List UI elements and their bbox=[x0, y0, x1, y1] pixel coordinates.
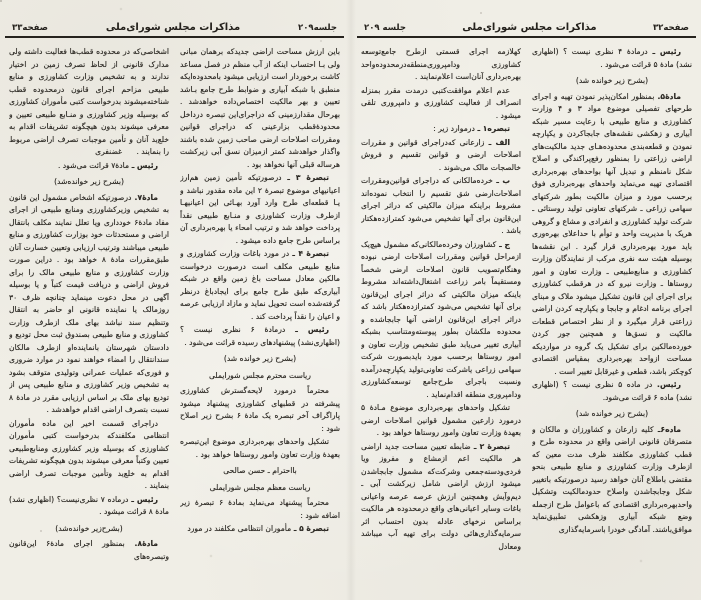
paragraph bbox=[532, 91, 692, 379]
paragraph-text: بمنظور امکان‌پذیر نمودن تهیه و اجرای طرحهای تفصیلی موضوع مواد ۳ و ۴ وزارت کشاورزی و منابع طبیعی با رعایت مسیر شبکه آبیاری و زهکشی نقشه‌های جابجاکردن و یکپارچه نمودن و قطعه‌بندی محدوده‌هـای جدید مالکیت‌های اراضی زراعتی را بمنظور رفع‌پراکندگی و اصلاح شکل نامنظم و تبدیل آنها بواحدهای بهره‌برداری اقتصادی تهیه می‌نماید واحدهای بهره‌برداری فوق برحسب مورد و میزان مالکیت بطور شرکتهای سهامی زراعی ـ شرکتهای تعاونی تولید روستائی ـ شرکت تولید کشاورزی و انفرادی و مشاع و گروهی هریک با مدیریت واحد و توأم با حداعلای بهره‌وری باید مورد بهره‌برداری قرار گیرد . این نقشه‌ها بوسیله هیئت سه نفری مرکب از نمایندگان وزارت کشاورزی و منابع‌طبیعی ـ وزارت تعاون و امور روستاها ـ وزارت نیرو که در هرقطب کشاورزی برای اجرای این قانون تشکیل میشود ملاک و مبنای اجرای برنامه ادغام و جابجا و یکپارچه کردن اراضی زراعتی قرار میگیرد و از نظر اختصاص قطعات مالکیت و نسق‌ها و همچنین جور کردن خورده‌مالکین برای تشکیل یک گروه در مواردیکه مساحت ازواحد بهره‌برداری بمقیاس اقتصادی کوچکتر باشد، قطعی و غیرقابل تغییر است . bbox=[532, 91, 692, 376]
page-32 bbox=[352, 0, 701, 600]
paragraph bbox=[532, 379, 692, 404]
paragraph-text: (بشرح زیر خوانده شد) bbox=[575, 76, 649, 86]
paragraph bbox=[180, 370, 340, 383]
paragraph-lead: رئیس. bbox=[652, 380, 681, 390]
paragraph bbox=[361, 137, 521, 175]
paragraph-text: ضابطه تعیین مساحت جدید اراضی هر مالکیت اعم ازمشاع و مفروز ویا فردی‌ودسته‌جمعی وشرکت‌که مشمول جابجاشدن میشود ارزش اراضی شامل زیرکشت آبی ـ دیم‌وآیش وهمچنین ارزش عرصه عرصه واعیانی باغات وسایر اعیانی‌های واقع درمحدوده هر مالکیت براساس نرخهای عادله بدون احتساب اثر سرمایه‌گذاری‌هائی دولت برای تهیه آب میباشد ومعادل bbox=[361, 441, 521, 551]
paragraph-lead: تبصرهٔ ۳ ـ bbox=[281, 173, 330, 183]
paragraph-text: محترماً درمورد لایحه‌گسترش کشاورزی پیشرفته در قطبهای کشاورزی پیشنهاد میشود پاراگراف آخر تبصره یک مادهٔ ۶ بشرح زیر اصلاح شود : bbox=[180, 386, 340, 433]
paragraph-text: (بشرح زیر خوانده شد) bbox=[575, 409, 649, 419]
paragraph-text: دراجرای قسمت اخیر این ماده مأموران انتظامی مکلفندکه بدرخواست کتبی مأموران کشاورزی که بوسیله وزیر کشاورزی ومنابع‌طبیعی تعیین وکتباً معرفی میشوند بدون هیچگونه تشریفات اقدام به خلع‌ید وتأمین موجبات تصرف اراضی بنمایند . bbox=[9, 418, 169, 491]
paragraph-text: بااحترام ـ حسن صالحی bbox=[223, 466, 297, 476]
paragraph bbox=[9, 418, 169, 493]
paragraph-text: درصورتیکه تأمین زمین هم‌ارز اعیانیهای موضوع تبصرهٔ ۲ این ماده مقدور نباشد و یـا قطعه‌ای طرح وارد آورد بهـائی این اعیانیهـا ازطرف وزارت کشاورزی و منـابع طبیعی نقداً پرداخت خواهد شد و ترتیب امحاء یا بهره‌برداری آن براساس طرح جامع داده میشود . bbox=[180, 173, 340, 245]
paragraph-lead: مادهٔ۵. bbox=[654, 91, 681, 101]
paragraph bbox=[180, 523, 340, 536]
paragraph-text: (بشرح‌زیر خوانده‌شد) bbox=[55, 523, 123, 533]
paragraph bbox=[180, 172, 340, 247]
text-column-left bbox=[9, 46, 169, 584]
paragraph bbox=[361, 46, 521, 84]
paragraph-text: بمنظور اجرای مادهٔ۶ این‌قانون وتبصره‌های bbox=[9, 539, 169, 561]
text-column-left bbox=[361, 46, 521, 584]
paragraph bbox=[9, 160, 169, 173]
paragraph-text: محترماً پیشنهاد می‌نماید بمادهٔ ۶ تبصرهٔ زیر اضافه شود : bbox=[180, 498, 340, 520]
paragraph bbox=[9, 538, 169, 563]
paragraph-text: کهلازمه اجرای قسمتی ازطرح جامع‌توسعه کشاورزی ودامپروری‌منطقه‌درمحدوده‌واحد بهره‌برداری آنان‌است اعلام‌نمایند . bbox=[361, 47, 521, 82]
text-column-right bbox=[180, 46, 340, 584]
text-columns bbox=[0, 38, 349, 584]
paragraph-text: ریاست محترم مجلس شورایملی bbox=[209, 370, 311, 380]
paragraph-text: درموارد زیر : bbox=[433, 124, 475, 134]
paragraph-lead: مادهٔ۷. bbox=[131, 192, 159, 202]
paragraph bbox=[180, 465, 340, 478]
paragraph-text: خرده‌مالکانی که دراجرای قوانین‌ومقررات اصلاحات‌ارضی شق تقسیم را انتخاب نموده‌اند مشروط براینکه میزان مالکیتی که دراثر اجرای این‌قانون برای آنها تشخیص می‌شود کمترازده‌هکتار باشد . bbox=[361, 176, 521, 236]
paragraph bbox=[180, 248, 340, 323]
paragraph bbox=[532, 424, 692, 537]
paragraph-text: مادهٔ۷ قرائت می‌شود . bbox=[57, 160, 130, 170]
paragraph bbox=[180, 497, 340, 522]
paragraph-lead: رئیس ـ bbox=[129, 160, 158, 170]
paragraph bbox=[532, 408, 692, 421]
paragraph bbox=[9, 192, 169, 417]
paragraph-lead: تبصره۱ ـ bbox=[474, 124, 510, 134]
document-title: مذاکرات مجلس شورای‌ملی bbox=[105, 22, 241, 33]
page-number-label: صفحه۳۳ bbox=[12, 23, 49, 33]
paragraph-text: کشاورزان وخرده‌مالکانی‌که مشمول هیچ‌یک ازمراحل قوانین ومقررات اصلاحات ارضی نبوده وهنگام‌تصویب قانون اصلاحات ارضی شخصاً ومستقیماً بامر زراعت اشتغال‌داشته‌اند مشروط باینکه میزان مالکیتی که دراثر اجرای این‌قانون برای آنها تشخیص می‌شود کمترازده‌هکتار باشد که دراثر اجرای این‌قانون اراضی آنها جابجاشده و محدوده ملکشان بطور پیوسته‌ومتناسب بشبکه آبیاری تغییر می‌یابد طبق تشخیص وزارت تعاون و امور روستاها برحسب مورد بایدبصورت شرکت سهامی زراعی یاشرکت تعاونی‌تولید یکپارچه‌درآمده ونسبت باجرای طرح‌جامع توسعه‌کشاورزی ودامپروری منطقه اقدام‌نماید . bbox=[361, 239, 521, 399]
paragraph bbox=[180, 482, 340, 495]
paragraph-text: اشخاصی‌که در محدوده قطب‌ها فعالیت داشته ولی مدارک قانونی از لحاظ تصرف زمین در اختیار ندارند و به تشخیص وزارت کشاورزی و منابع طبیعی مزاحم اجرای قانون درمحدوده قطب شناخته‌میشوند بدرخواست کتبی مأموران کشاورزی که بوسیله وزیر کشاورزی و منـابع طبیعی تعیین و معرفی میشوند بدون هیچگونه تشریفات اقدام به خلع‌ید آنان و تأمین موجبات تصرف اراضی مربوط را بنمایند . غضنفری bbox=[9, 47, 169, 157]
paragraph bbox=[361, 402, 521, 440]
paragraph bbox=[361, 175, 521, 238]
paragraph-lead: مادهٔ۸. bbox=[124, 539, 159, 549]
paragraph-text: مأموران انتظامی مکلفند در مورد bbox=[187, 524, 292, 534]
paragraph-text: کلیه زارعان و کشاورزان و مالکان و متصرفان قانونی اراضی واقع در محدوده طرح و قطب کشاورزی مکلفند ظرف مدت معین که ازطرف وزارت کشاورزی و منابع طبیعی بنحو مقتضی باطلاع آنان خواهد رسید درصورتیکه باتغییر شکل وجابجاشدن واصلاح حدودمالکیت وتشکیل واحدبهره‌برداری اقتصادی که باعوامل طرح ازجمله وضع شبکه آبیاری وزهکشی تطبیق‌نماید موافق‌باشند. آمادگی خودرا باسرمایه‌گذاری bbox=[532, 424, 692, 534]
paragraph bbox=[361, 123, 521, 136]
paragraph bbox=[180, 46, 340, 171]
paragraph-text: درصورتیکه اشخاص مشمول این قانون به تشخیص وزیرکشاورزی ومنابع طبیعی از اجرای مفاد مادهٔ۶ خودداری ویا تعلل نمایند مکلف بانتقال اراضی و مستحدثات خود بوزارت کشاورزی و منابع طبیعی میباشند وترتیب ارزیابی وتعیین خسارت آنان طبق‌مقررات مادهٔ ۸ خواهد بود . دراین صورت وزارت کشاورزی و منابع طبیعی مالک را برای فروش اراضی و دریافت قیمت کتباً و یا بوسیله آگهی در محل دعوت مینماید چنانچه ظرف ۳۰ روزمالک یا نماینده قانونی او حاضر به انتقال وتنظیم سند نباشد بهای ملک ازطرف وزارت کشاورزی و منابع طبیعی بصندوق ثبت محل تودیع و دادستان شهرستان بانماینده‌او ازطرف مالکان سندانتقال را امضاء خواهند نمود در موارد ضروری و فوری‌که عملیات عمرانی وتولیدی متوقف بشود به تشخیص وزیر کشاورزی و منابع طبیعی پس از تودیع بهای ملک بر اساس ارزیابی مقرر در مادهٔ ۸ نسبت بتصرف اراضی اقدام خواهدشد . bbox=[9, 192, 169, 415]
paragraph-lead: ماده۶ـ bbox=[653, 424, 681, 434]
page-number-label: صفحه۳۲ bbox=[652, 23, 689, 33]
page-header bbox=[0, 22, 349, 33]
paragraph bbox=[361, 239, 521, 402]
session-label: جلسه ۲۰۹ bbox=[364, 23, 406, 33]
paragraph-text: در مورد باغات وزارت کشاورزی و منابع طبیعی مکلف است درصورت درخواست مالکین معادل مساحت باغ زمین واقع در شبکه آبیاری‌که طبق طرح جامع برای ایجادباغ درنظر گرفته‌شده است تحویل نماید و مازاد ارزیابی عرصه و اعیان را نقداً پرداخت کند . bbox=[180, 249, 340, 321]
paragraph-text: تشکیل واحدهای بهره‌برداری موضوع این‌تبصره بعهدهٔ وزارت تعاون وامور روستاها خواهد بود . bbox=[180, 437, 340, 459]
paragraph-lead: تبصرهٔ ۵ ـ bbox=[291, 524, 329, 534]
paragraph-lead: تبصرهٔ ۴ ـ bbox=[289, 249, 329, 259]
paragraph bbox=[532, 46, 692, 71]
paragraph bbox=[361, 441, 521, 554]
paragraph-lead: رئیس ـ bbox=[128, 494, 158, 504]
paragraph-text: عدم اعلام موافقت‌کتبی درمدت مقرر بمنزله انصراف از فعالیت کشاورزی و دامپروری تلقی میشود . bbox=[361, 85, 521, 120]
paragraph bbox=[180, 436, 340, 461]
paragraph-lead: رئیس ـ bbox=[285, 325, 329, 335]
paragraph-text: ریاست معظم مجلس شورایملی bbox=[209, 482, 311, 492]
paragraph bbox=[9, 46, 169, 159]
paragraph-text: درمادهٔ ۴ نظری نیست ؟ (اظهاری نشد) مادهٔ ۵ قرائت می‌شود . bbox=[532, 47, 692, 69]
paragraph-lead: تبصرهٔ ۲ ـ bbox=[470, 441, 510, 451]
paragraph-text: در ماده ۵ نظری نیست ؟ (اظهاری نشد) ماده ۶ قرائت می‌شود. bbox=[532, 380, 692, 402]
paragraph-text: (بشرح زیر خوانده‌شد) bbox=[54, 177, 124, 187]
paragraph-text: زارعانی که‌دراجرای قوانین و مقررات اصلاحات ارضی و قوانین تقسیم و فروش خالصجات مالک می‌شوند . bbox=[361, 137, 521, 172]
paragraph-text: درمادهٔ ۶ نظری نیست ؟ (اظهاری‌نشد) پیشنهادهای رسیده قرائت می‌شود . bbox=[180, 325, 340, 347]
paragraph-text: درماده ۷ نظری‌نیست؟ (اظهاری نشد) مادهٔ ۸ قرائت میشود . bbox=[9, 494, 169, 517]
text-columns bbox=[352, 38, 701, 584]
document-title: مذاکرات مجلس شورای‌ملی bbox=[462, 22, 597, 33]
paragraph bbox=[9, 494, 169, 519]
paragraph-text: تشکیل واحدهای بهره‌برداری موضوع مـادهٔ ۵ درمورد زارعین مشمول قوانین اصلاحات ارضی بعهدهٔ وزارت تعاون وامور روستاها خواهد بود . bbox=[361, 403, 521, 438]
paragraph-lead: الف ـ bbox=[484, 137, 510, 147]
paragraph bbox=[180, 324, 340, 349]
paragraph-lead: ج ـ bbox=[496, 239, 510, 249]
paragraph bbox=[361, 85, 521, 123]
session-label: جلسه۲۰۹ bbox=[298, 23, 337, 33]
paragraph bbox=[9, 523, 169, 536]
page-33 bbox=[0, 0, 349, 600]
paragraph-lead: رئیس ـ bbox=[647, 47, 681, 57]
paragraph-text: (بشرح زیر خوانده شد) bbox=[223, 354, 297, 364]
paragraph bbox=[180, 353, 340, 366]
page-header bbox=[352, 22, 701, 33]
paragraph-text: باین ارزش مساحت اراضی جدیدکه برهمان مبانی ولی بـا احتساب اینکه از آب منظم در فصل مساعد کاشت برخوردار است ارزیابی میشود بامحدوده‌ایکه منطبق با شبکه آبیاری و ضوابط طرح جامع بـاشد تعیین و بهر مالکیت اختصاص‌داده خواهدشد . بهرحال مقدارزمینی که دراجرای‌این تبصره درداخل محدودهٔ‌قطب بزارعینی که دراجرای قوانین ومقررات اصلاحات ارضی صاحب زمین شده باشند واگذار خواهدشد کمتر ازمیزان نسق آبی زیرکشت هرساله قبلی آنها نخواهد بود . bbox=[180, 47, 340, 169]
paragraph bbox=[180, 385, 340, 435]
paragraph-lead: ب ـ bbox=[492, 176, 510, 186]
paragraph bbox=[532, 75, 692, 88]
text-column-right bbox=[532, 46, 692, 584]
paragraph bbox=[9, 176, 169, 189]
